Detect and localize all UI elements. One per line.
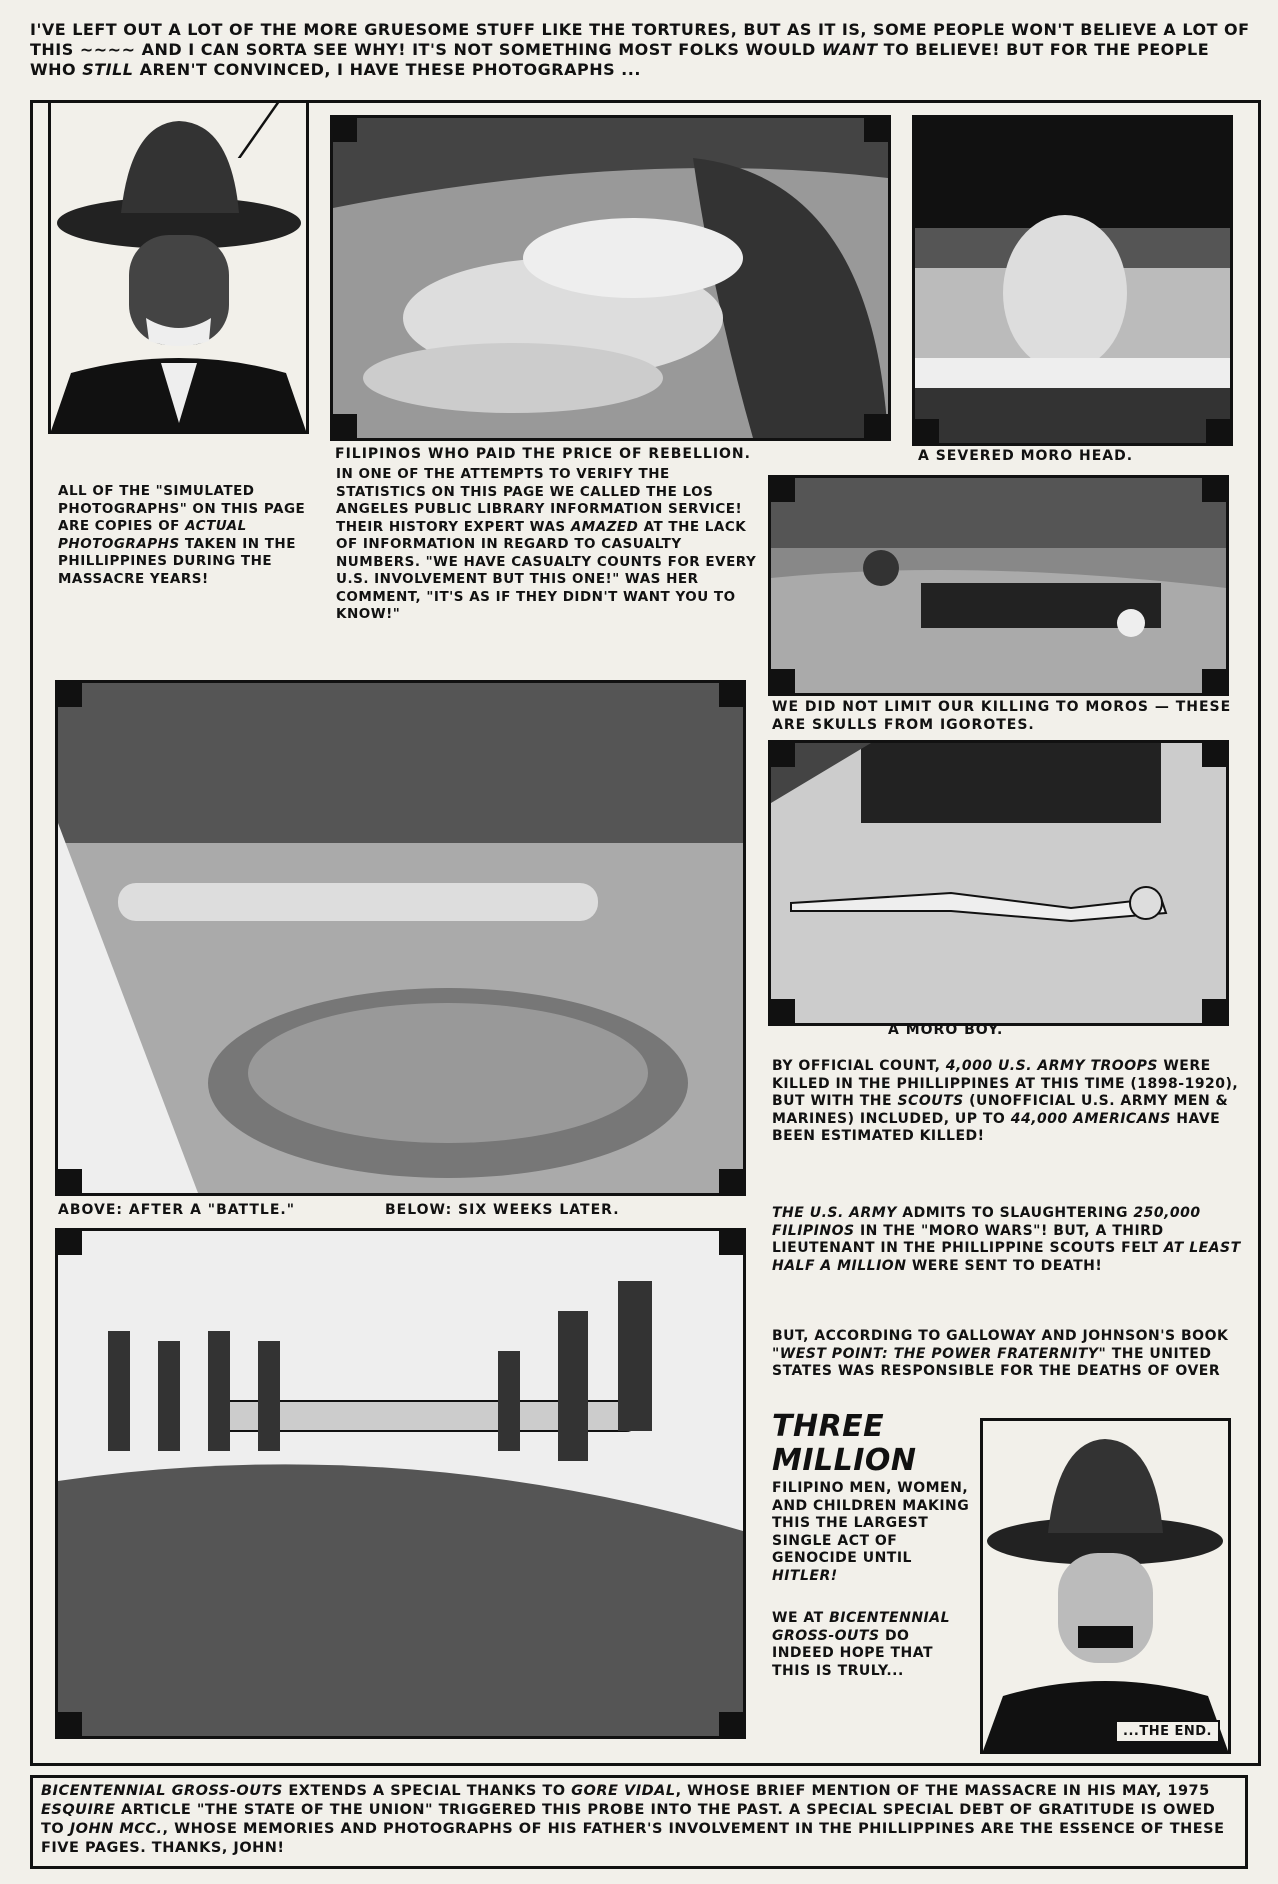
caption-igorotes: WE DID NOT LIMIT OUR KILLING TO MOROS — THESE ARE SKULLS FROM IGOROTES. xyxy=(772,699,1232,733)
official-count-paragraph xyxy=(772,1058,1242,1146)
credits-emphasis-esquire: ESQUIRE xyxy=(41,1802,116,1818)
galloway-paragraph xyxy=(772,1328,1242,1381)
photo-corner xyxy=(864,414,888,438)
photo-corner xyxy=(719,1169,743,1193)
photo-corner xyxy=(1202,999,1226,1023)
note-text-2: TAKEN IN THE PHILLIPPINES DURING THE MASSACRE YEARS! xyxy=(58,535,296,587)
photo-corner xyxy=(915,419,939,443)
photo-corner xyxy=(719,683,743,707)
note-text-1: ALL OF THE "SIMULATED PHOTOGRAPHS" ON THIS PAGE ARE COPIES OF xyxy=(58,483,306,534)
photo-corner xyxy=(771,999,795,1023)
photo-corner xyxy=(771,669,795,693)
photo-corner xyxy=(1202,743,1226,767)
library-emphasis: AMAZED xyxy=(570,518,639,535)
photo-rebellion xyxy=(330,115,891,441)
army-emphasis-1: THE U.S. ARMY xyxy=(772,1205,897,1221)
army-emphasis-2: 250,000 FILIPINOS xyxy=(772,1205,1201,1239)
caption-rebellion: FILIPINOS WHO PAID THE PRICE OF REBELLION. xyxy=(335,446,751,462)
caption-moro-boy: A MORO BOY. xyxy=(888,1022,1004,1038)
photo-corner xyxy=(1202,478,1226,502)
genocide-emphasis: HITLER! xyxy=(772,1567,838,1584)
skull-narrator-illustration xyxy=(983,1421,1228,1751)
credits-emphasis-john: JOHN MCC. xyxy=(69,1821,163,1837)
credits-text-1: EXTENDS A SPECIAL THANKS TO xyxy=(288,1783,566,1799)
intro-emphasis-still: STILL xyxy=(82,60,134,79)
credits-text-4: , WHOSE MEMORIES AND PHOTOGRAPHS OF HIS FATHER'S INVOLVEMENT IN THE PHILLIPPINES ARE THE ESSENCE OF THESE FIVE PAGES. THANKS, JOHN! xyxy=(41,1821,1225,1856)
rebellion-illustration xyxy=(333,118,888,438)
caption-after-battle: ABOVE: AFTER A "BATTLE." xyxy=(58,1202,296,1218)
photo-corner xyxy=(719,1712,743,1736)
bicentennial-text-2: DO INDEED HOPE THAT THIS IS TRULY... xyxy=(772,1627,934,1679)
note-emphasis: ACTUAL PHOTOGRAPHS xyxy=(58,518,247,552)
credits-text-2: , WHOSE BRIEF MENTION OF THE MASSACRE IN HIS MAY, 1975 xyxy=(675,1783,1210,1799)
photo-corner xyxy=(915,118,939,142)
library-text-2: AT THE LACK OF INFORMATION IN REGARD TO CASUALTY NUMBERS. "WE HAVE CASUALTY COUNTS FOR EVERY U.S. INVOLVEMENT BUT THIS ONE!" WAS HER COMMENT, "IT'S AS IF THEY DIDN'T WANT YOU TO KNOW!" xyxy=(336,518,757,622)
caption-moro-head: A SEVERED MORO HEAD. xyxy=(918,448,1134,464)
official-text-2: WERE KILLED IN THE PHILLIPPINES AT THIS TIME (1898-1920), BUT WITH THE xyxy=(772,1058,1239,1109)
the-end-label: ...THE END. xyxy=(1115,1720,1220,1743)
photo-corner xyxy=(771,743,795,767)
skulls-illustration xyxy=(771,478,1226,693)
photo-corner xyxy=(58,1712,82,1736)
intro-text-3: TO BELIEVE! BUT FOR THE PEOPLE WHO xyxy=(30,40,1210,79)
photo-corner xyxy=(58,1231,82,1255)
official-text-3: (UNOFFICIAL U.S. ARMY MEN & MARINES) INCLUDED, UP TO xyxy=(772,1093,1229,1127)
intro-text-4: AREN'T CONVINCED, I HAVE THESE PHOTOGRAPHS ... xyxy=(139,60,641,79)
army-emphasis-3: AT LEAST HALF A MILLION xyxy=(772,1240,1241,1274)
battle-illustration xyxy=(58,683,743,1193)
library-paragraph xyxy=(336,466,761,624)
army-text-2: IN THE "MORO WARS"! BUT, A THIRD LIEUTENANT IN THE PHILLIPPINE SCOUTS FELT xyxy=(772,1222,1164,1256)
official-text-1: BY OFFICIAL COUNT, xyxy=(772,1058,941,1074)
library-text-1: IN ONE OF THE ATTEMPTS TO VERIFY THE STATISTICS ON THIS PAGE WE CALLED THE LOS ANGELES PUBLIC LIBRARY INFORMATION SERVICE! THEIR HISTORY EXPERT WAS xyxy=(336,466,743,535)
credits-emphasis-title: BICENTENNIAL GROSS-OUTS xyxy=(41,1783,283,1799)
intro-text-1: I'VE LEFT OUT A LOT OF THE MORE GRUESOME STUFF LIKE THE TORTURES, BUT AS IT IS, SOME PEOPLE WON'T BELIEVE A LOT OF THIS xyxy=(30,20,1250,59)
credits-emphasis-vidal: GORE VIDAL xyxy=(571,1783,676,1799)
photo-corner xyxy=(864,118,888,142)
three-million-headline: THREE MILLION xyxy=(772,1409,917,1478)
galloway-text-2: THE UNITED STATES WAS RESPONSIBLE FOR THE DEATHS OF OVER xyxy=(772,1345,1221,1379)
photo-igorote-skulls xyxy=(768,475,1229,696)
photo-corner xyxy=(333,414,357,438)
photo-corner xyxy=(1206,419,1230,443)
bicentennial-paragraph xyxy=(772,1610,972,1680)
photo-corner xyxy=(58,683,82,707)
six-weeks-illustration xyxy=(58,1231,743,1736)
genocide-text: FILIPINO MEN, WOMEN, AND CHILDREN MAKING THIS THE LARGEST SINGLE ACT OF GENOCIDE UNTIL xyxy=(772,1480,970,1566)
moro-head-illustration xyxy=(915,118,1230,443)
army-text-1: ADMITS TO SLAUGHTERING xyxy=(902,1205,1128,1221)
credits-text-3: ARTICLE "THE STATE OF THE UNION" TRIGGERED THIS PROBE INTO THE PAST. A SPECIAL SPECIAL DEBT OF GRATITUDE IS OWED TO xyxy=(41,1802,1216,1837)
photo-six-weeks-later xyxy=(55,1228,746,1739)
galloway-text-1: BUT, ACCORDING TO GALLOWAY AND JOHNSON'S BOOK xyxy=(772,1328,1229,1344)
photo-corner xyxy=(771,478,795,502)
army-paragraph xyxy=(772,1205,1242,1275)
bicentennial-text-1: WE AT xyxy=(772,1610,824,1626)
official-emphasis-americans: 44,000 AMERICANS xyxy=(1010,1110,1171,1127)
photo-corner xyxy=(58,1169,82,1193)
photo-after-battle xyxy=(55,680,746,1196)
genocide-paragraph xyxy=(772,1480,972,1585)
intro-narration xyxy=(30,20,1250,80)
moro-boy-illustration xyxy=(771,743,1226,1023)
photo-corner xyxy=(333,118,357,142)
intro-squiggle: ~~~~ xyxy=(79,40,136,59)
intro-emphasis-want: WANT xyxy=(821,40,878,59)
note-simulated-photos xyxy=(58,483,308,588)
official-emphasis-scouts: SCOUTS xyxy=(897,1093,964,1109)
photo-moro-head xyxy=(912,115,1233,446)
narrator-skull-panel xyxy=(980,1418,1231,1754)
galloway-emphasis: "WEST POINT: THE POWER FRATERNITY" xyxy=(772,1345,1107,1362)
photo-corner xyxy=(719,1231,743,1255)
official-emphasis-troops: 4,000 U.S. ARMY TROOPS xyxy=(945,1058,1158,1074)
photo-corner xyxy=(1202,669,1226,693)
bicentennial-emphasis: BICENTENNIAL GROSS-OUTS xyxy=(772,1610,951,1644)
caption-six-weeks: BELOW: SIX WEEKS LATER. xyxy=(385,1202,620,1218)
photo-moro-boy xyxy=(768,740,1229,1026)
army-text-3: WERE SENT TO DEATH! xyxy=(911,1257,1103,1274)
official-text-4: HAVE BEEN ESTIMATED KILLED! xyxy=(772,1110,1221,1144)
credits-box xyxy=(30,1775,1248,1869)
intro-text-2: AND I CAN SORTA SEE WHY! IT'S NOT SOMETHING MOST FOLKS WOULD xyxy=(141,40,816,59)
photo-corner xyxy=(1206,118,1230,142)
